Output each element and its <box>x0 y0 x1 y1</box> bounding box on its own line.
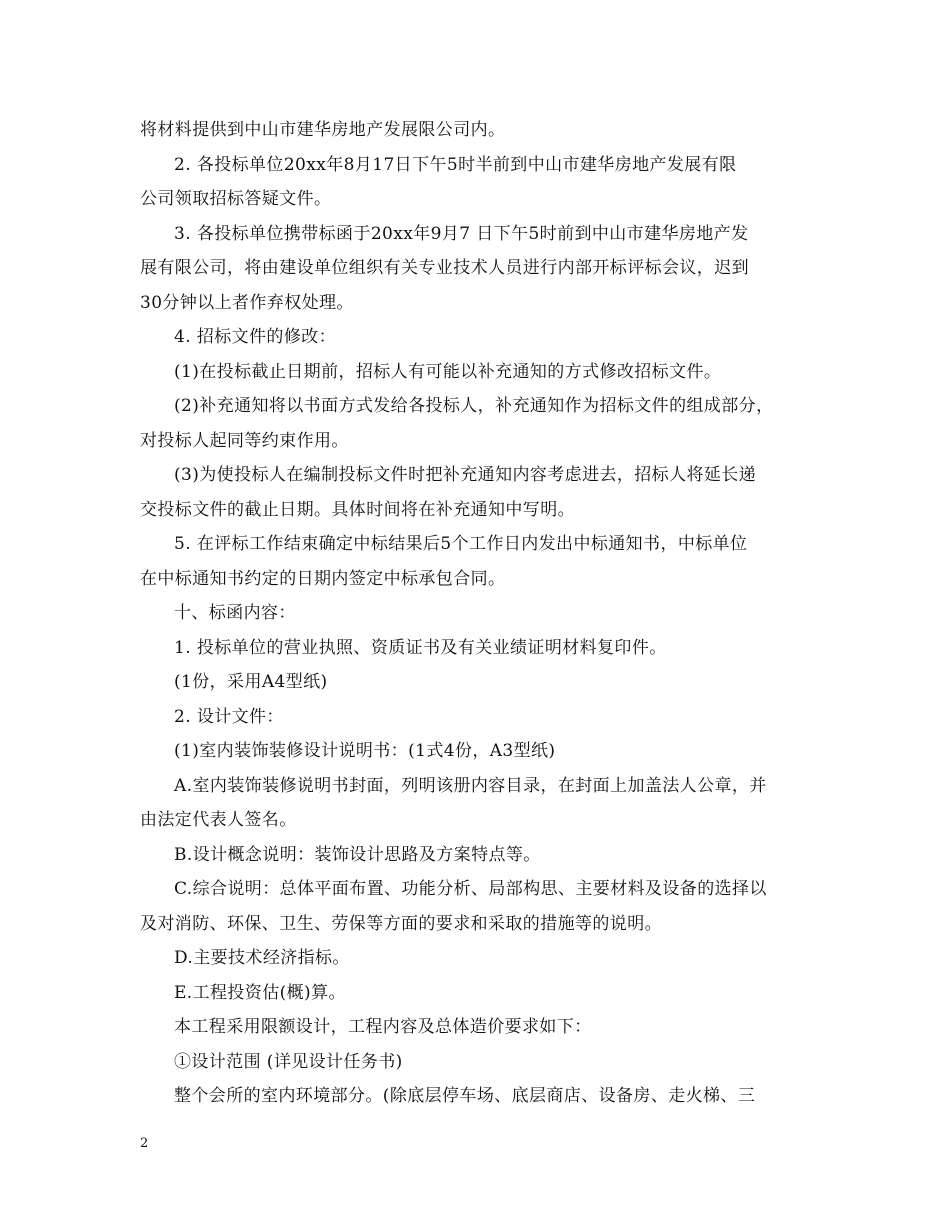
text-line: 3. 各投标单位携带标函于20xx年9月7 日下午5时前到中山市建华房地产发 <box>174 223 749 244</box>
text-line: B.设计概念说明：装饰设计思路及方案特点等。 <box>174 844 541 865</box>
text-line: 4. 招标文件的修改： <box>174 327 337 347</box>
text-line: 1. 投标单位的营业执照、资质证书及有关业绩证明材料复印件。 <box>174 637 667 658</box>
text-line: A.室内装饰装修说明书封面，列明该册内容目录，在封面上加盖法人公章，并 <box>174 775 767 796</box>
text-line: 对投标人起同等约束作用。 <box>140 430 349 451</box>
text-line: 2. 各投标单位20xx年8月17日下午5时半前到中山市建华房地产发展有限 <box>174 154 737 175</box>
text-line: 2. 设计文件： <box>174 706 284 727</box>
text-line: 公司领取招标答疑文件。 <box>140 189 332 209</box>
text-line: 将材料提供到中山市建华房地产发展限公司内。 <box>140 120 506 140</box>
text-line: 由法定代表人签名。 <box>140 810 297 830</box>
text-line: 交投标文件的截止日期。具体时间将在补充通知中写明。 <box>140 499 575 520</box>
document-body <box>140 113 815 1114</box>
text-line: (3)为使投标人在编制投标文件时把补充通知内容考虑进去，招标人将延长递 <box>174 465 757 485</box>
text-line: 整个会所的室内环境部分。(除底层停车场、底层商店、设备房、走火梯、三 <box>174 1086 756 1106</box>
page-number: 2 <box>140 1136 149 1151</box>
text-line: 30分钟以上者作弃权处理。 <box>140 292 354 313</box>
text-line: 本工程采用限额设计，工程内容及总体造价要求如下： <box>174 1017 592 1037</box>
text-line: (1份，采用A4型纸) <box>174 672 328 692</box>
text-line: 展有限公司，将由建设单位组织有关专业技术人员进行内部开标评标会议，迟到 <box>140 258 749 278</box>
text-line: E.工程投资估(概)算。 <box>174 982 346 1003</box>
text-line: (1)在投标截止日期前，招标人有可能以补充通知的方式修改招标文件。 <box>174 361 722 382</box>
text-line: (2)补充通知将以书面方式发给各投标人，补充通知作为招标文件的组成部分， <box>174 396 774 416</box>
text-line: 5. 在评标工作结束确定中标结果后5个工作日内发出中标通知书，中标单位 <box>174 534 748 554</box>
text-line: D.主要技术经济指标。 <box>174 948 350 968</box>
text-line: 十、标函内容： <box>174 603 296 623</box>
text-line: C.综合说明：总体平面布置、功能分析、局部构思、主要材料及设备的选择以 <box>174 879 767 899</box>
text-line: ①设计范围 (详见设计任务书) <box>174 1051 403 1072</box>
text-line: (1)室内装饰装修设计说明书：(1式4份，A3型纸) <box>174 741 556 761</box>
text-line: 在中标通知书约定的日期内签定中标承包合同。 <box>140 568 506 589</box>
text-line: 及对消防、环保、卫生、劳保等方面的要求和采取的措施等的说明。 <box>140 913 662 934</box>
